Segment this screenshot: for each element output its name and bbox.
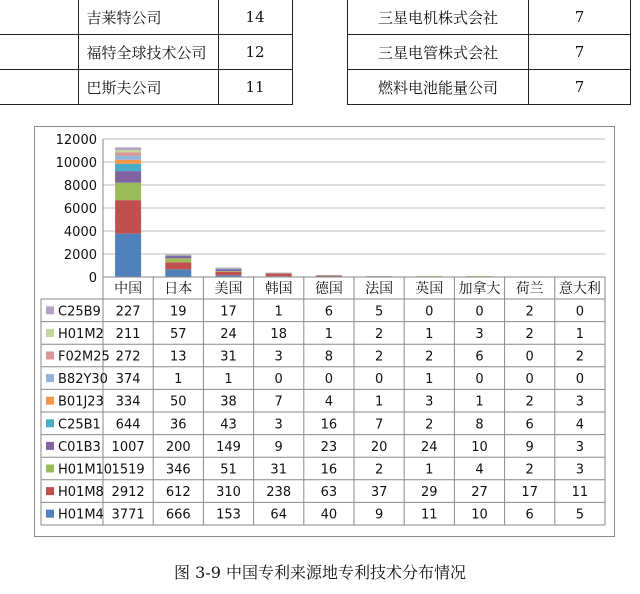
applicant-name: 三星电管株式会社 [348, 35, 529, 70]
data-label: 272 [115, 349, 141, 365]
data-label: 8 [475, 417, 484, 433]
bar-segment [115, 150, 141, 152]
data-label: 40 [320, 507, 338, 523]
legend-label: H01M10 [58, 462, 113, 478]
x-tick-label: 德国 [314, 281, 343, 297]
data-label: 0 [475, 372, 484, 388]
data-label: 334 [115, 394, 141, 410]
bar-segment [216, 269, 242, 271]
legend-swatch [46, 306, 54, 314]
legend-label: C25B9 [58, 304, 101, 320]
data-label: 16 [320, 417, 338, 433]
y-tick-label: 6000 [63, 202, 97, 217]
data-label: 3771 [111, 507, 145, 523]
data-label: 0 [475, 304, 484, 320]
data-label: 227 [115, 304, 141, 320]
data-label: 2 [525, 304, 534, 320]
data-label: 0 [575, 372, 585, 388]
data-label: 2 [525, 326, 534, 342]
x-tick-label: 加拿大 [458, 281, 501, 297]
table-row [0, 35, 292, 70]
y-tick-label: 8000 [63, 179, 97, 194]
data-label: 612 [165, 485, 191, 501]
bar-segment [216, 272, 242, 276]
data-label: 3 [425, 394, 434, 410]
table-row [348, 35, 631, 70]
data-label: 0 [425, 304, 434, 320]
data-label: 310 [216, 485, 241, 501]
data-label: 346 [165, 462, 191, 478]
data-label: 27 [471, 485, 488, 501]
x-tick-label: 法国 [365, 281, 394, 297]
applicant-count: 11 [218, 70, 292, 105]
legend-swatch [46, 442, 54, 450]
data-label: 17 [220, 304, 237, 320]
data-label: 1 [374, 394, 384, 410]
bar-segment [115, 200, 141, 233]
data-label: 1 [425, 462, 434, 478]
data-label: 0 [374, 372, 384, 388]
data-label: 3 [575, 394, 585, 410]
data-label: 2 [425, 417, 434, 433]
legend-swatch [46, 465, 54, 473]
data-label: 0 [575, 304, 585, 320]
data-label: 4 [324, 394, 334, 410]
legend-label: C01B3 [58, 439, 101, 455]
data-label: 2 [575, 349, 585, 365]
data-label: 1 [425, 326, 434, 342]
data-label: 1 [324, 326, 334, 342]
data-label: 5 [374, 304, 384, 320]
data-label: 238 [266, 485, 292, 501]
figure-caption: 图 3-9 中国专利来源地专利技术分布情况 [174, 563, 466, 582]
data-label: 2 [374, 462, 384, 478]
applicant-name: 福特全球技术公司 [78, 35, 218, 70]
legend-label: H01M4 [58, 507, 104, 523]
bar-segment [115, 183, 141, 200]
data-label: 4 [575, 417, 585, 433]
data-label: 17 [521, 485, 538, 501]
data-label: 644 [115, 417, 141, 433]
x-tick-label: 中国 [114, 281, 143, 297]
data-label: 24 [421, 439, 438, 455]
x-tick-label: 意大利 [558, 281, 601, 297]
data-label: 31 [220, 349, 237, 365]
applicant-count: 14 [218, 0, 292, 35]
data-label: 31 [270, 462, 287, 478]
legend-label: H01M2 [58, 326, 104, 342]
data-label: 24 [220, 326, 237, 342]
data-label: 0 [274, 372, 283, 388]
data-label: 0 [525, 372, 534, 388]
legend-label: B01J23 [58, 394, 104, 410]
data-label: 64 [270, 507, 287, 523]
applicant-count: 7 [529, 0, 631, 35]
data-label: 9 [374, 507, 384, 523]
data-label: 3 [575, 462, 585, 478]
data-label: 2912 [111, 485, 145, 501]
stacked-bar-chart [35, 127, 614, 536]
data-label: 1 [475, 394, 484, 410]
data-label: 36 [170, 417, 187, 433]
data-label: 16 [320, 462, 338, 478]
y-tick-label: 4000 [63, 225, 97, 240]
data-label: 43 [220, 417, 237, 433]
bar-segment [165, 254, 191, 255]
data-label: 2 [374, 349, 384, 365]
data-label: 37 [370, 485, 388, 501]
x-tick-label: 日本 [164, 281, 193, 297]
data-label: 63 [320, 485, 338, 501]
bar-segment [115, 164, 141, 171]
legend-swatch [46, 329, 54, 337]
data-label: 200 [165, 439, 191, 455]
table-row [0, 70, 292, 105]
data-label: 4 [475, 462, 484, 478]
x-tick-label: 美国 [214, 281, 243, 297]
data-label: 10 [471, 507, 488, 523]
data-label: 1007 [111, 439, 145, 455]
data-label: 0 [525, 349, 534, 365]
data-label: 38 [220, 394, 237, 410]
data-label: 18 [270, 326, 287, 342]
data-label: 3 [274, 417, 283, 433]
data-label: 23 [320, 439, 338, 455]
data-label: 1 [274, 304, 283, 320]
data-label: 9 [274, 439, 283, 455]
y-tick-label: 10000 [55, 156, 97, 171]
y-tick-label: 2000 [63, 248, 97, 263]
data-label: 57 [170, 326, 187, 342]
blank-cell [0, 70, 78, 105]
bar-segment [115, 171, 141, 183]
y-tick-label: 0 [88, 271, 97, 286]
data-label: 10 [471, 439, 488, 455]
bar-segment [165, 262, 191, 269]
data-label: 51 [220, 462, 237, 478]
data-label: 19 [170, 304, 187, 320]
applicant-count: 7 [529, 70, 631, 105]
bar-segment [165, 269, 191, 277]
data-label: 6 [475, 349, 484, 365]
data-label: 3 [475, 326, 484, 342]
data-label: 666 [165, 507, 191, 523]
chart [34, 126, 615, 537]
data-label: 1 [575, 326, 585, 342]
data-label: 3 [274, 349, 283, 365]
table-row [348, 0, 631, 35]
applicant-count: 12 [218, 35, 292, 70]
data-label: 2 [425, 349, 434, 365]
table-row [0, 0, 292, 35]
data-label: 29 [421, 485, 438, 501]
table-row [348, 70, 631, 105]
bar-segment [165, 256, 191, 258]
data-label: 0 [324, 372, 334, 388]
applicant-name: 燃料电池能量公司 [348, 70, 529, 105]
applicant-count: 7 [529, 35, 631, 70]
x-tick-label: 荷兰 [515, 281, 544, 297]
applicant-name: 三星电机株式会社 [348, 0, 529, 35]
data-label: 50 [170, 394, 187, 410]
bar-segment [115, 160, 141, 164]
bar-segment [115, 234, 141, 277]
legend-label: H01M8 [58, 485, 104, 501]
bar-segment [316, 275, 342, 276]
bar-segment [115, 152, 141, 155]
data-label: 6 [525, 417, 534, 433]
bar-segment [266, 273, 292, 274]
data-label: 6 [525, 507, 534, 523]
legend-label: C25B1 [58, 417, 101, 433]
data-label: 5 [575, 507, 585, 523]
data-label: 11 [571, 485, 589, 501]
applicant-name: 巴斯夫公司 [78, 70, 218, 105]
data-label: 9 [525, 439, 534, 455]
data-label: 2 [374, 326, 384, 342]
data-label: 149 [216, 439, 241, 455]
data-label: 20 [370, 439, 388, 455]
bar-segment [115, 156, 141, 160]
data-label: 211 [115, 326, 141, 342]
data-label: 2 [525, 462, 534, 478]
bar-segment [216, 271, 242, 272]
data-label: 374 [115, 372, 141, 388]
data-label: 8 [324, 349, 334, 365]
legend-swatch [46, 397, 54, 405]
data-label: 1 [425, 372, 434, 388]
data-label: 1519 [111, 462, 145, 478]
bar-segment [165, 258, 191, 262]
applicant-table-right [347, 0, 631, 105]
data-label: 11 [421, 507, 438, 523]
bar-segment [216, 269, 242, 270]
legend-swatch [46, 352, 54, 360]
data-label: 13 [170, 349, 187, 365]
applicant-table [0, 0, 293, 105]
applicant-name: 吉莱特公司 [78, 0, 218, 35]
data-label: 6 [324, 304, 334, 320]
data-label: 2 [525, 394, 534, 410]
legend-swatch [46, 510, 54, 518]
x-tick-label: 韩国 [264, 281, 293, 297]
blank-cell [0, 0, 78, 35]
legend-swatch [46, 374, 54, 382]
legend-swatch [46, 487, 54, 495]
data-label: 3 [575, 439, 585, 455]
data-label: 1 [224, 372, 233, 388]
bar-segment [165, 255, 191, 256]
data-label: 1 [174, 372, 183, 388]
legend-label: F02M25 [58, 349, 110, 365]
top-table [0, 0, 640, 115]
data-label: 7 [274, 394, 283, 410]
bar-segment [216, 268, 242, 269]
bar-segment [266, 274, 292, 277]
bar-segment [366, 276, 392, 277]
data-label: 7 [374, 417, 384, 433]
x-tick-label: 英国 [415, 281, 444, 297]
blank-cell [0, 35, 78, 70]
legend-label: B82Y30 [58, 372, 108, 388]
bar-segment [115, 147, 141, 150]
y-tick-label: 12000 [55, 133, 97, 148]
data-label: 153 [216, 507, 241, 523]
legend-swatch [46, 419, 54, 427]
